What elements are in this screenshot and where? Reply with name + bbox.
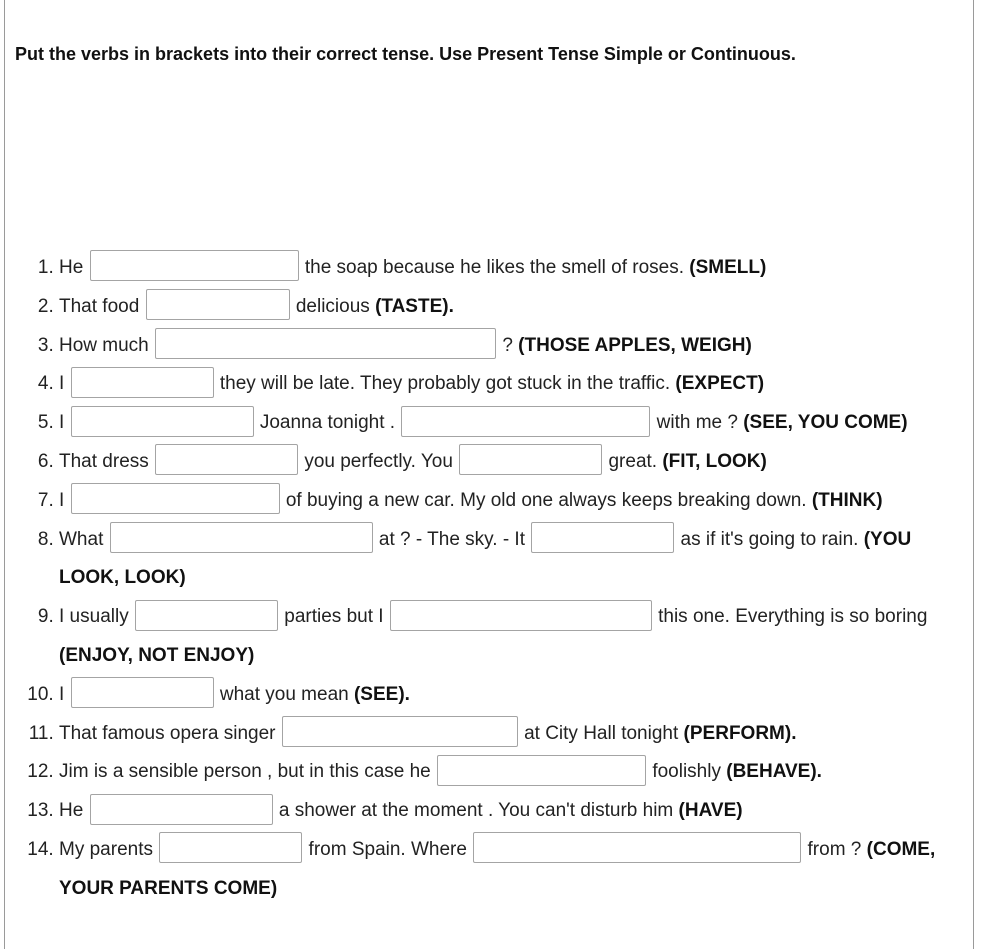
item-text: with me ? [656, 412, 738, 434]
item-text: My parents [59, 838, 153, 860]
verb-hint: (THINK) [811, 489, 883, 511]
exercise-item-8 [59, 521, 971, 599]
exercise-item-7 [59, 482, 971, 521]
answer-input-4a[interactable] [71, 367, 214, 398]
verb-hint: (SEE). [353, 683, 410, 705]
item-text: a shower at the moment . You can't disturb him [278, 800, 674, 822]
item-text: of buying a new car. My old one always keeps breaking down. [285, 489, 807, 511]
item-text: delicious [295, 295, 370, 317]
item-text: at ? - The sky. - It [378, 528, 525, 550]
item-text: That famous opera singer [59, 722, 276, 744]
exercise-item-9 [59, 598, 971, 676]
verb-hint: (THOSE APPLES, WEIGH) [518, 334, 752, 356]
item-text: Jim is a sensible person , but in this case he [59, 761, 431, 783]
answer-input-13a[interactable] [90, 794, 273, 825]
item-text: foolishly [652, 761, 721, 783]
answer-input-9b[interactable] [390, 600, 652, 631]
exercise-list [5, 249, 971, 909]
exercise-item-14 [59, 831, 971, 909]
answer-input-3a[interactable] [155, 328, 496, 359]
item-text: you perfectly. You [304, 450, 453, 472]
exercise-item-12 [59, 753, 971, 792]
verb-hint: (PERFORM). [683, 722, 797, 744]
instructions: Put the verbs in brackets into their correct tense. Use Present Tense Simple or Continuous. [15, 44, 796, 64]
answer-input-14b[interactable] [473, 832, 801, 863]
item-text: this one. Everything is so boring [658, 606, 928, 628]
verb-hint: (ENJOY, NOT ENJOY) [59, 644, 255, 666]
verb-hint: (SEE, YOU COME) [743, 412, 908, 434]
answer-input-6b[interactable] [459, 444, 602, 475]
answer-input-9a[interactable] [135, 600, 278, 631]
item-text: ? [502, 334, 513, 356]
answer-input-5b[interactable] [401, 406, 650, 437]
item-text: That food [59, 295, 140, 317]
item-text: What [59, 528, 104, 550]
item-text: He [59, 800, 84, 822]
verb-hint: (FIT, LOOK) [662, 450, 767, 472]
item-text: great. [608, 450, 658, 472]
answer-input-7a[interactable] [71, 483, 280, 514]
answer-input-1a[interactable] [90, 250, 299, 281]
answer-input-8a[interactable] [110, 522, 373, 553]
verb-hint: (TASTE). [375, 295, 454, 317]
item-text: How much [59, 334, 149, 356]
item-text: I [59, 412, 65, 434]
exercise-item-1 [59, 249, 971, 288]
item-text: That dress [59, 450, 149, 472]
worksheet [4, 0, 974, 949]
exercise-item-13 [59, 792, 971, 831]
answer-input-5a[interactable] [71, 406, 254, 437]
item-text: they will be late. They probably got stuck in the traffic. [219, 373, 671, 395]
answer-input-8b[interactable] [531, 522, 674, 553]
answer-input-12a[interactable] [437, 755, 646, 786]
answer-input-2a[interactable] [146, 289, 290, 320]
answer-input-10a[interactable] [71, 677, 214, 708]
item-text: parties but I [284, 606, 384, 628]
answer-input-11a[interactable] [282, 716, 518, 747]
item-text: as if it's going to rain. [680, 528, 859, 550]
item-text: I [59, 683, 65, 705]
verb-hint: (BEHAVE). [726, 761, 822, 783]
item-text: I [59, 489, 65, 511]
answer-input-14a[interactable] [159, 832, 302, 863]
exercise-item-3 [59, 327, 971, 366]
verb-hint: (YOU LOOK, LOOK) [59, 528, 912, 589]
verb-hint: (HAVE) [678, 800, 743, 822]
answer-input-6a[interactable] [155, 444, 298, 475]
item-text: I [59, 373, 65, 395]
item-text: He [59, 257, 84, 278]
exercise-item-5 [59, 404, 971, 443]
exercise-item-2 [59, 288, 971, 327]
exercise-item-11 [59, 715, 971, 754]
item-text: at City Hall tonight [524, 722, 679, 744]
item-text: from ? [807, 838, 862, 860]
item-text: I usually [59, 606, 129, 628]
item-text: the soap because he likes the smell of roses. [304, 257, 685, 278]
verb-hint: (SMELL) [689, 257, 767, 278]
exercise-item-6 [59, 443, 971, 482]
verb-hint: (EXPECT) [675, 373, 765, 395]
item-text: Joanna tonight . [259, 412, 396, 434]
exercise-item-10 [59, 676, 971, 715]
item-text: from Spain. Where [308, 838, 467, 860]
item-text: what you mean [219, 683, 349, 705]
verb-hint: (COME, YOUR PARENTS COME) [59, 838, 936, 899]
exercise-item-4 [59, 365, 971, 404]
